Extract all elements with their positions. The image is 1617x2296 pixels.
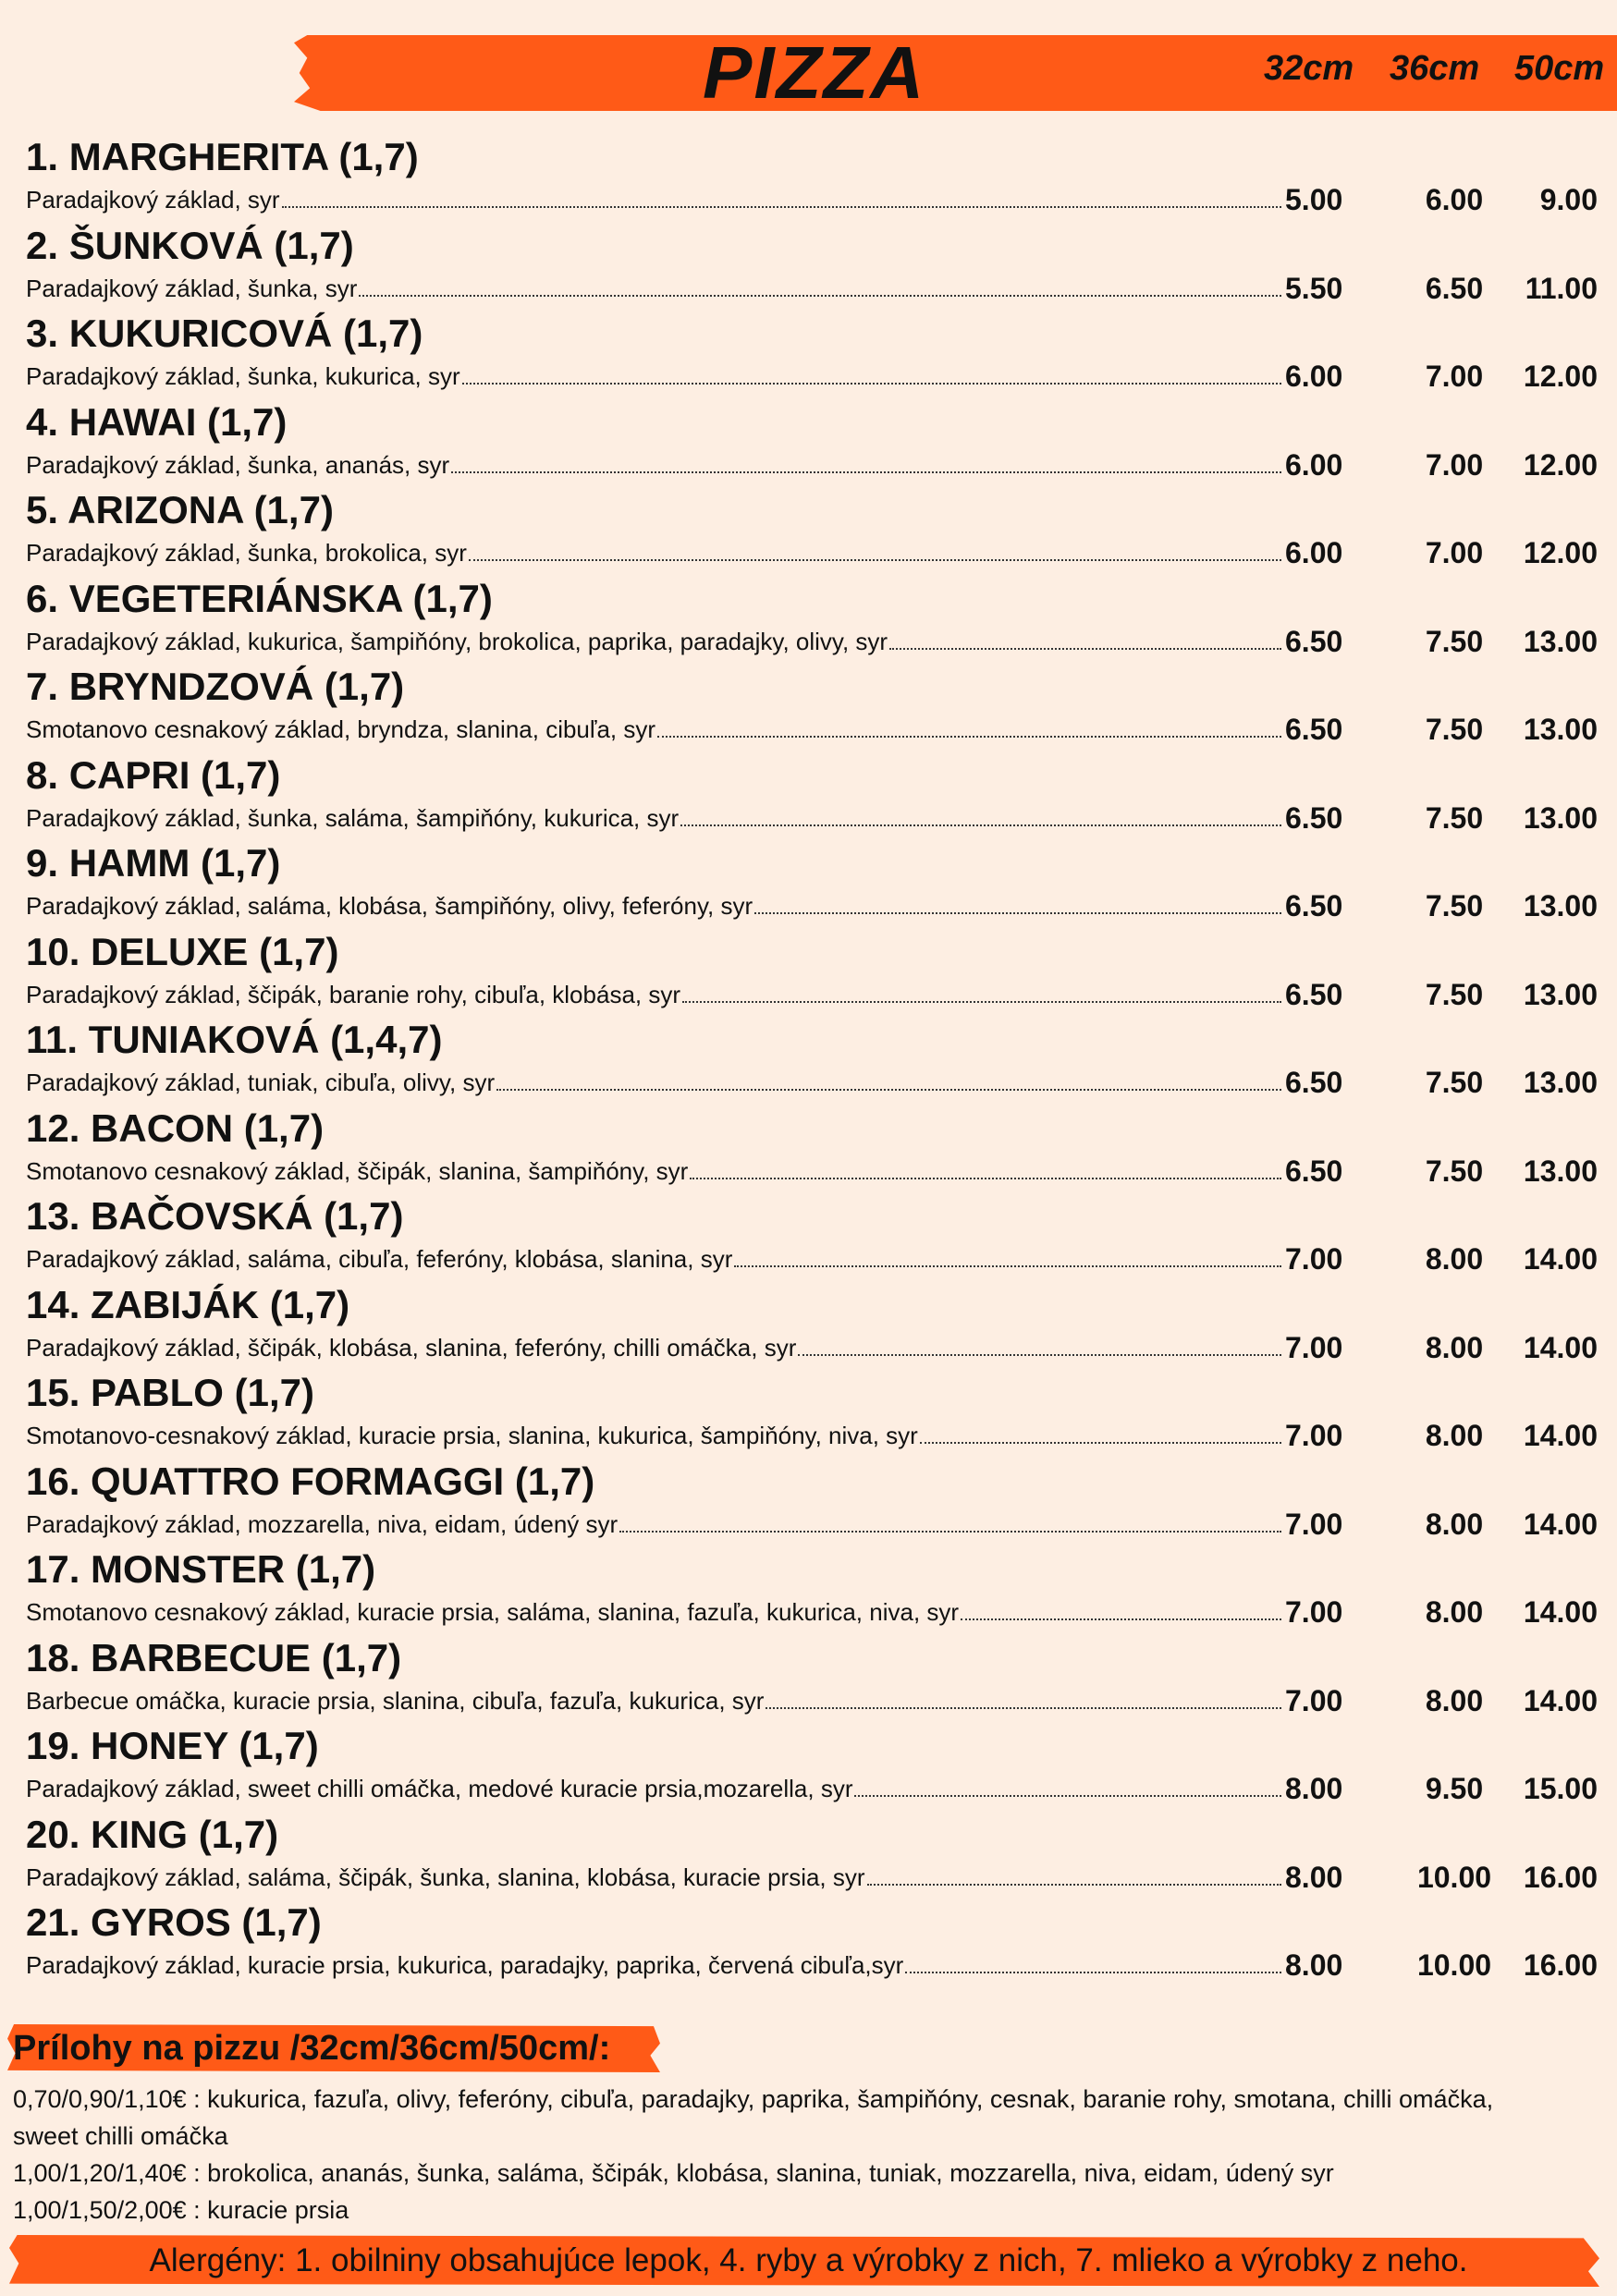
size-label-50: 50cm <box>1514 49 1605 88</box>
price-32cm: 6.50 <box>1285 889 1343 922</box>
menu-item <box>26 1546 1598 1635</box>
item-description-text: Paradajkový základ, šunka, syr <box>26 274 358 302</box>
item-title: 7. BRYNDZOVÁ (1,7) <box>26 665 405 708</box>
price-50cm: 12.00 <box>1523 536 1598 569</box>
menu-item <box>26 399 1598 488</box>
item-description-text: Paradajkový základ, tuniak, cibuľa, olivy, syr <box>26 1069 496 1096</box>
item-description-text: Paradajkový základ, šunka, saláma, šampiňóny, kukurica, syr <box>26 803 680 832</box>
item-title: 1. MARGHERITA (1,7) <box>26 135 419 178</box>
dot-leader <box>854 1794 1281 1797</box>
item-title: 14. ZABIJÁK (1,7) <box>26 1282 350 1326</box>
extras-title: Prílohy na pizzu /32cm/36cm/50cm/: <box>13 2029 611 2068</box>
item-row <box>26 1243 1598 1276</box>
item-description <box>26 979 1283 1010</box>
item-title: 18. BARBECUE (1,7) <box>26 1635 402 1679</box>
price-32cm: 7.00 <box>1285 1683 1343 1717</box>
price-32cm: 6.50 <box>1285 624 1343 658</box>
item-row <box>26 449 1598 482</box>
price-36cm: 8.00 <box>1425 1683 1484 1717</box>
item-title: 4. HAWAI (1,7) <box>26 399 288 444</box>
item-row <box>26 1508 1598 1542</box>
price-36cm: 7.00 <box>1425 536 1484 569</box>
item-description <box>26 1685 1283 1716</box>
menu-item <box>26 1723 1598 1812</box>
price-50cm: 13.00 <box>1523 889 1598 922</box>
item-description-text: Smotanovo-cesnakový základ, kuracie prsia, slanina, kukurica, šampiňóny, niva, syr <box>26 1422 918 1449</box>
price-36cm: 9.50 <box>1425 1772 1484 1805</box>
menu-item <box>26 134 1598 223</box>
item-description <box>26 360 1283 392</box>
dot-leader <box>798 1353 1281 1356</box>
menu-item <box>26 487 1598 576</box>
item-row <box>26 626 1598 659</box>
item-row <box>26 1155 1598 1189</box>
extras-line-1-cont: sweet chilli omáčka <box>13 2122 228 2150</box>
item-row <box>26 802 1598 836</box>
dot-leader <box>920 1441 1281 1444</box>
price-50cm: 14.00 <box>1523 1683 1598 1717</box>
item-row <box>26 1332 1598 1365</box>
item-title: 2. ŠUNKOVÁ (1,7) <box>26 223 354 267</box>
menu-item <box>26 1105 1598 1194</box>
price-32cm: 6.50 <box>1285 1066 1343 1099</box>
menu-item <box>26 576 1598 665</box>
dot-leader <box>469 558 1281 561</box>
price-50cm: 14.00 <box>1523 1242 1598 1276</box>
price-36cm: 8.00 <box>1425 1419 1484 1452</box>
menu-item <box>26 1635 1598 1724</box>
price-50cm: 14.00 <box>1523 1419 1598 1452</box>
item-description-text: Paradajkový základ, saláma, ščipák, šunka, slanina, klobása, kuracie prsia, syr <box>26 1862 865 1891</box>
price-32cm: 6.00 <box>1285 536 1343 569</box>
item-row <box>26 1862 1598 1895</box>
menu-item <box>26 1193 1598 1282</box>
price-50cm: 16.00 <box>1523 1948 1598 1982</box>
item-title: 15. PABLO (1,7) <box>26 1371 314 1414</box>
price-32cm: 7.00 <box>1285 1595 1343 1629</box>
dot-leader <box>680 824 1281 826</box>
item-description <box>26 184 1283 215</box>
item-description-text: Paradajkový základ, mozzarella, niva, eidam, údený syr <box>26 1509 619 1538</box>
price-32cm: 6.50 <box>1285 713 1343 746</box>
item-row <box>26 1773 1598 1806</box>
item-description-text: Paradajkový základ, šunka, ananás, syr <box>26 450 450 479</box>
price-36cm: 10.00 <box>1416 1860 1492 1894</box>
price-32cm: 5.50 <box>1285 271 1343 305</box>
item-description <box>26 1067 1283 1098</box>
price-32cm: 6.00 <box>1285 360 1343 393</box>
menu-item <box>26 1370 1598 1459</box>
item-description-text: Paradajkový základ, šunka, brokolica, syr <box>26 539 467 567</box>
price-36cm: 7.00 <box>1425 360 1484 393</box>
item-description <box>26 626 1283 657</box>
item-description <box>26 1155 1283 1187</box>
price-50cm: 13.00 <box>1523 800 1598 835</box>
dot-leader <box>496 1088 1281 1091</box>
price-32cm: 8.00 <box>1285 1948 1343 1982</box>
item-description <box>26 714 1283 745</box>
item-row <box>26 360 1598 394</box>
item-title: 21. GYROS (1,7) <box>26 1900 322 1944</box>
menu-item <box>26 1899 1598 1988</box>
price-36cm: 8.00 <box>1425 1595 1484 1629</box>
price-36cm: 8.00 <box>1425 1507 1484 1541</box>
price-50cm: 15.00 <box>1523 1772 1598 1805</box>
price-36cm: 7.50 <box>1425 977 1484 1011</box>
price-50cm: 13.00 <box>1523 977 1598 1011</box>
item-row <box>26 979 1598 1012</box>
dot-leader <box>619 1530 1281 1533</box>
price-50cm: 12.00 <box>1523 360 1598 393</box>
item-description <box>26 1862 1283 1893</box>
dot-leader <box>359 294 1281 297</box>
price-32cm: 6.50 <box>1285 800 1343 835</box>
menu-item <box>26 1812 1598 1900</box>
item-row <box>26 714 1598 747</box>
extras-line-1: 0,70/0,90/1,10€ : kukurica, fazuľa, olivy, feferóny, cibuľa, paradajky, paprika, šampiňóny, cesnak, baranie rohy, smotana, chilli omáčka, <box>13 2085 1494 2113</box>
menu-item <box>26 1017 1598 1105</box>
price-32cm: 7.00 <box>1285 1242 1343 1276</box>
price-32cm: 8.00 <box>1285 1772 1343 1805</box>
item-title: 20. KING (1,7) <box>26 1812 279 1856</box>
extras-line-3: 1,00/1,50/2,00€ : kuracie prsia <box>13 2196 349 2224</box>
price-32cm: 5.00 <box>1285 183 1343 216</box>
menu-item <box>26 1282 1598 1371</box>
menu-item <box>26 311 1598 399</box>
page-title: PIZZA <box>703 31 926 114</box>
item-title: 3. KUKURICOVÁ (1,7) <box>26 311 423 355</box>
item-description-text: Paradajkový základ, kukurica, šampiňóny, brokolica, paprika, paradajky, olivy, syr <box>26 627 888 655</box>
dot-leader <box>905 1971 1281 1973</box>
dot-leader <box>961 1618 1281 1620</box>
item-row <box>26 1596 1598 1630</box>
price-36cm: 8.00 <box>1425 1330 1484 1364</box>
dot-leader <box>451 470 1281 473</box>
item-row <box>26 1067 1598 1100</box>
size-label-36: 36cm <box>1390 49 1480 88</box>
item-description <box>26 1773 1283 1804</box>
price-32cm: 7.00 <box>1285 1507 1343 1541</box>
price-50cm: 13.00 <box>1523 1154 1598 1188</box>
price-32cm: 6.50 <box>1285 1154 1343 1188</box>
price-32cm: 6.50 <box>1285 977 1343 1011</box>
item-description-text: Paradajkový základ, saláma, klobása, šampiňóny, olivy, feferóny, syr <box>26 892 753 920</box>
price-50cm: 14.00 <box>1523 1507 1598 1541</box>
menu-item <box>26 840 1598 929</box>
item-description-text: Paradajkový základ, saláma, cibuľa, feferóny, klobása, slanina, syr <box>26 1245 733 1273</box>
item-description-text: Paradajkový základ, sweet chilli omáčka, medové kuracie prsia,mozarella, syr <box>26 1775 853 1802</box>
item-description-text: Paradajkový základ, ščipák, klobása, slanina, feferóny, chilli omáčka, syr <box>26 1333 797 1362</box>
price-50cm: 13.00 <box>1523 1066 1598 1099</box>
item-description-text: Smotanovo cesnakový základ, kuracie prsia, saláma, slanina, fazuľa, kukurica, niva, syr <box>26 1598 960 1626</box>
price-36cm: 7.50 <box>1425 624 1484 658</box>
item-title: 11. TUNIAKOVÁ (1,4,7) <box>26 1018 443 1061</box>
allergen-text: Alergény: 1. obilniny obsahujúce lepok, 4. ryby a výrobky z nich, 7. mlieko a výrobky z neho. <box>149 2242 1468 2278</box>
menu-item <box>26 664 1598 752</box>
item-description-text: Paradajkový základ, kuracie prsia, kukurica, paradajky, paprika, červená cibuľa,syr <box>26 1951 904 1979</box>
item-row <box>26 537 1598 570</box>
item-description-text: Paradajkový základ, syr <box>26 186 280 214</box>
item-row <box>26 890 1598 923</box>
item-title: 19. HONEY (1,7) <box>26 1724 319 1767</box>
item-description-text: Smotanovo cesnakový základ, ščipák, slanina, šampiňóny, syr <box>26 1156 689 1185</box>
item-row <box>26 1420 1598 1453</box>
menu-item <box>26 752 1598 841</box>
price-50cm: 14.00 <box>1523 1330 1598 1364</box>
dot-leader <box>690 1177 1281 1179</box>
price-36cm: 7.00 <box>1425 447 1484 482</box>
price-36cm: 7.50 <box>1425 800 1484 835</box>
price-32cm: 7.00 <box>1285 1419 1343 1452</box>
item-title: 12. BACON (1,7) <box>26 1105 325 1150</box>
item-description-text: Smotanovo cesnakový základ, bryndza, slanina, cibuľa, syr <box>26 715 656 743</box>
item-title: 9. HAMM (1,7) <box>26 841 281 885</box>
menu-item <box>26 929 1598 1018</box>
price-50cm: 14.00 <box>1523 1595 1598 1629</box>
price-36cm: 7.50 <box>1425 889 1484 922</box>
price-36cm: 6.50 <box>1425 271 1484 305</box>
price-36cm: 7.50 <box>1425 1154 1484 1188</box>
item-description-text: Paradajkový základ, ščipák, baranie rohy, cibuľa, klobása, syr <box>26 980 681 1008</box>
dot-leader <box>462 382 1281 385</box>
price-36cm: 10.00 <box>1416 1948 1492 1982</box>
menu-item <box>26 223 1598 311</box>
dot-leader <box>657 735 1281 738</box>
dot-leader <box>734 1264 1281 1267</box>
item-description <box>26 1420 1283 1451</box>
item-title: 5. ARIZONA (1,7) <box>26 488 334 531</box>
item-description <box>26 273 1283 304</box>
price-36cm: 7.50 <box>1425 713 1484 746</box>
item-title: 10. DELUXE (1,7) <box>26 929 339 973</box>
item-description-text: Paradajkový základ, šunka, kukurica, syr <box>26 362 460 390</box>
item-title: 16. QUATTRO FORMAGGI (1,7) <box>26 1459 595 1503</box>
item-description-text: Barbecue omáčka, kuracie prsia, slanina, cibuľa, fazuľa, kukurica, syr <box>26 1686 765 1715</box>
item-row <box>26 1685 1598 1718</box>
price-50cm: 13.00 <box>1523 713 1598 746</box>
dot-leader <box>867 1883 1281 1886</box>
item-description <box>26 1243 1283 1275</box>
price-50cm: 16.00 <box>1523 1860 1598 1894</box>
extras-line-2: 1,00/1,20/1,40€ : brokolica, ananás, šunka, saláma, ščipák, klobása, slanina, tuniak, mozzarella, niva, eidam, údený syr <box>13 2159 1334 2187</box>
item-row <box>26 184 1598 217</box>
item-description <box>26 890 1283 922</box>
dot-leader <box>282 205 1281 208</box>
item-description <box>26 537 1283 568</box>
item-title: 13. BAČOVSKÁ (1,7) <box>26 1194 404 1238</box>
item-description <box>26 1508 1283 1540</box>
price-50cm: 12.00 <box>1523 447 1598 482</box>
price-36cm: 6.00 <box>1425 183 1484 216</box>
item-title: 6. VEGETERIÁNSKA (1,7) <box>26 576 493 620</box>
item-description <box>26 802 1283 834</box>
dot-leader <box>889 647 1281 650</box>
price-32cm: 8.00 <box>1285 1860 1343 1894</box>
price-36cm: 7.50 <box>1425 1066 1484 1099</box>
price-50cm: 11.00 <box>1525 271 1598 305</box>
dot-leader <box>754 911 1281 914</box>
price-36cm: 8.00 <box>1425 1242 1484 1276</box>
item-row <box>26 1949 1598 1983</box>
price-50cm: 9.00 <box>1539 183 1598 216</box>
item-description <box>26 1596 1283 1628</box>
price-32cm: 7.00 <box>1285 1330 1343 1364</box>
item-description <box>26 1949 1283 1981</box>
item-description <box>26 1332 1283 1363</box>
item-title: 17. MONSTER (1,7) <box>26 1547 376 1591</box>
dot-leader <box>766 1706 1281 1709</box>
item-row <box>26 273 1598 306</box>
price-32cm: 6.00 <box>1285 447 1343 482</box>
item-title: 8. CAPRI (1,7) <box>26 752 281 797</box>
dot-leader <box>682 1000 1281 1003</box>
menu-item <box>26 1459 1598 1547</box>
menu-list <box>26 134 1598 1988</box>
size-label-32: 32cm <box>1264 49 1354 88</box>
price-50cm: 13.00 <box>1523 624 1598 658</box>
item-description <box>26 449 1283 481</box>
